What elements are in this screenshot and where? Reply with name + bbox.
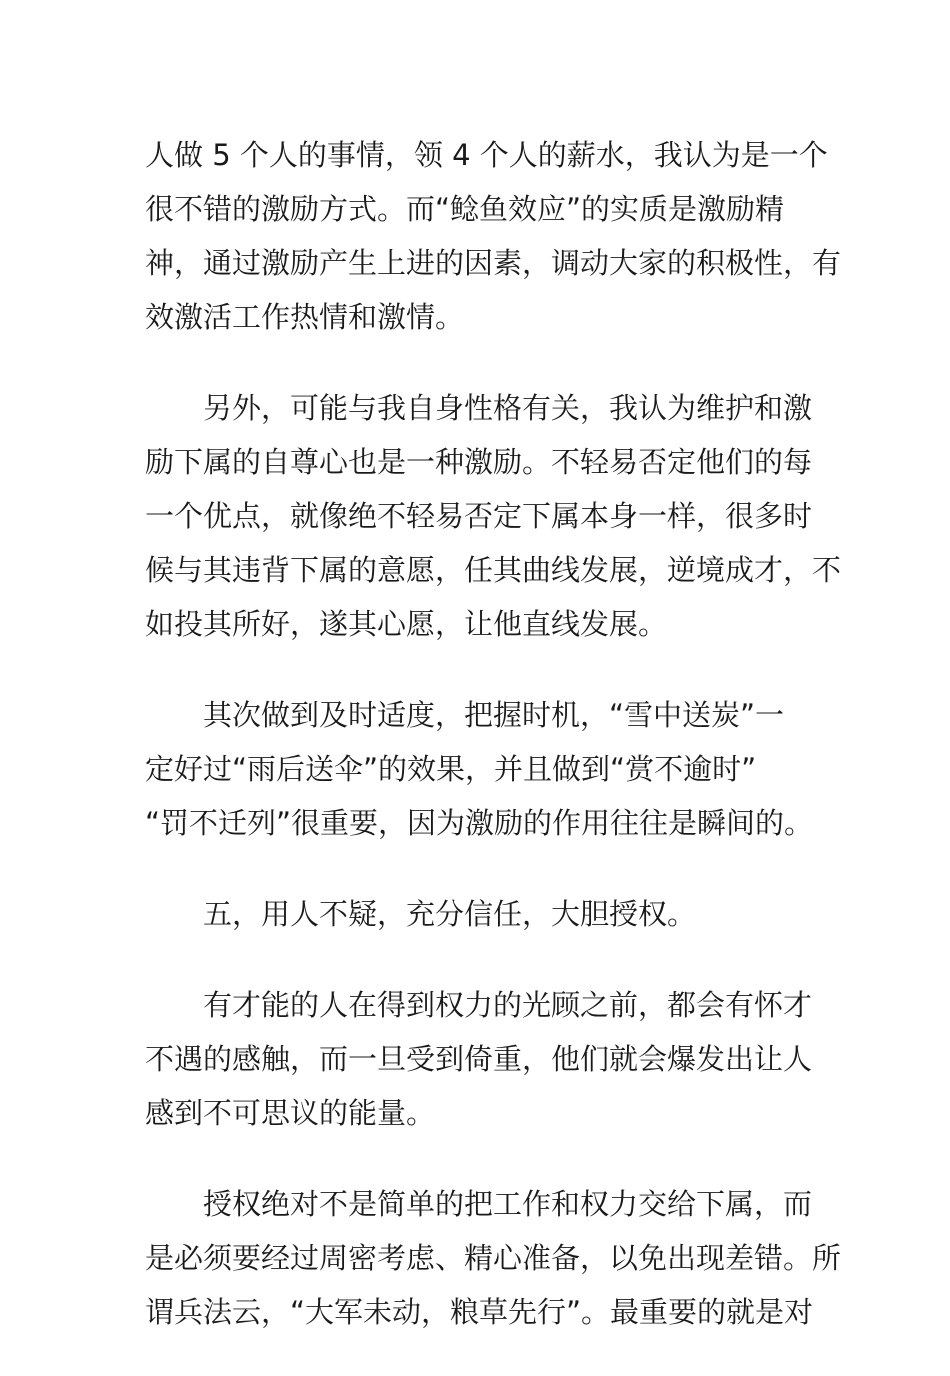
- text-line: 其次做到及时适度，把握时机，“雪中送炭”一: [203, 698, 785, 732]
- text-line: 谓兵法云，“大军未动，粮草先行”。最重要的就是对: [145, 1295, 814, 1329]
- text-line: 励下属的自尊心也是一种激励。不轻易否定他们的每: [145, 445, 813, 479]
- text-line: 感到不可思议的能量。: [145, 1096, 436, 1130]
- text-line: 很不错的激励方式。而“鲶鱼效应”的实质是激励精: [145, 192, 785, 226]
- section-heading: 五，用人不疑，充分信任，大胆授权。: [203, 897, 697, 931]
- text-line: 是必须要经过周密考虑、精心准备，以免出现差错。所: [145, 1241, 842, 1275]
- paragraph-2: [145, 381, 842, 651]
- document-body: [145, 128, 842, 1376]
- text-line: 如投其所好，遂其心愿，让他直线发展。: [145, 607, 668, 641]
- paragraph-1: [145, 128, 842, 344]
- text-line: 不遇的感触，而一旦受到倚重，他们就会爆发出让人: [145, 1042, 813, 1076]
- paragraph-6: [145, 1177, 842, 1339]
- text-line: 定好过“雨后送伞”的效果，并且做到“赏不逾时”: [145, 752, 757, 786]
- text-line: 候与其违背下属的意愿，任其曲线发展，逆境成才，不: [145, 553, 842, 587]
- text-line: 效激活工作热情和激情。: [145, 300, 465, 334]
- text-line: 有才能的人在得到权力的光顾之前，都会有怀才: [203, 988, 813, 1022]
- paragraph-4-heading: [145, 887, 815, 941]
- text-line: 神，通过激励产生上进的因素，调动大家的积极性，有: [145, 246, 842, 280]
- text-line: 一个优点，就像绝不轻易否定下属本身一样，很多时: [145, 499, 813, 533]
- text-line: 另外，可能与我自身性格有关，我认为维护和激: [203, 391, 813, 425]
- paragraph-3: [145, 688, 815, 850]
- paragraph-5: [145, 978, 815, 1140]
- text-line: 人做 5 个人的事情，领 4 个人的薪水，我认为是一个: [145, 138, 828, 172]
- text-line: 授权绝对不是简单的把工作和权力交给下属，而: [203, 1187, 813, 1221]
- text-line: “罚不迁列”很重要，因为激励的作用往往是瞬间的。: [145, 806, 814, 840]
